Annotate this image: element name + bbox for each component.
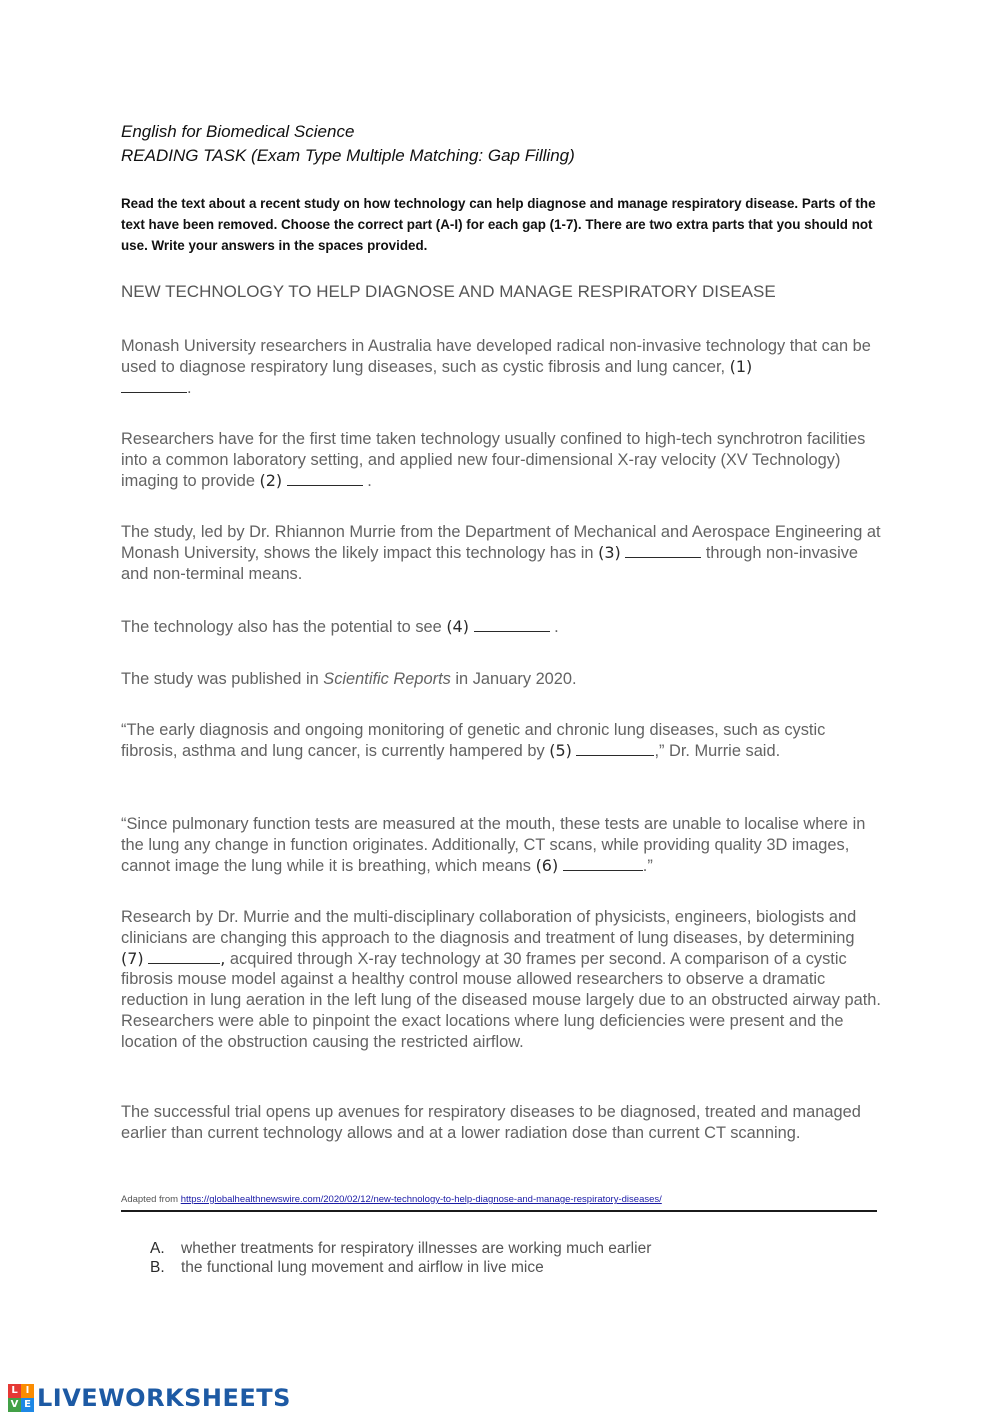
gap-7-comma: , bbox=[220, 948, 226, 968]
gap-2-label: (2) bbox=[259, 470, 283, 490]
option-letter: B. bbox=[150, 1259, 165, 1276]
gap-1-label: (1) bbox=[729, 356, 753, 376]
liveworksheets-logo[interactable] bbox=[8, 1378, 291, 1418]
gap-6-blank[interactable] bbox=[563, 856, 643, 871]
option-text: whether treatments for respiratory illnesses are working much earlier bbox=[181, 1240, 652, 1257]
paragraph-text: Researchers have for the first time taken technology usually confined to high-tech synchrotron facilities into a common laboratory setting, and applied new four-dimensional X-ray velocity (XV Technology) imaging to provide bbox=[121, 430, 866, 490]
article-title: NEW TECHNOLOGY TO HELP DIAGNOSE AND MANAGE RESPIRATORY DISEASE bbox=[121, 282, 776, 301]
paragraph-text: Research by Dr. Murrie and the multi-disciplinary collaboration of physicists, engineers, biologists and clinicians are changing this approach to the diagnosis and treatment of lung diseases, by determining bbox=[121, 908, 857, 947]
gap-5-after: ,” Dr. Murrie said. bbox=[654, 741, 781, 760]
document-header bbox=[121, 120, 821, 168]
paragraph-3 bbox=[121, 522, 881, 584]
logo-mark-v: V bbox=[8, 1398, 21, 1412]
paragraph-8 bbox=[121, 907, 881, 1053]
logo-text: LIVEWORKSHEETS bbox=[37, 1384, 291, 1412]
option-b bbox=[150, 1258, 544, 1277]
gap-2-blank[interactable] bbox=[287, 471, 363, 486]
paragraph-text: The study, led by Dr. Rhiannon Murrie from the Department of Mechanical and Aerospace Engineering at Monash University, shows the likely impact this technology has in bbox=[121, 523, 881, 562]
paragraph-text-end: in January 2020. bbox=[455, 670, 577, 688]
source-prefix: Adapted from bbox=[121, 1194, 179, 1205]
paragraph-text: “The early diagnosis and ongoing monitoring of genetic and chronic lung diseases, such as cystic fibrosis, asthma and lung cancer, is currently hampered by bbox=[121, 721, 826, 760]
paragraph-5 bbox=[121, 669, 881, 690]
gap-7-blank[interactable] bbox=[148, 949, 220, 964]
source-citation bbox=[121, 1194, 881, 1205]
gap-6-after: .” bbox=[642, 856, 653, 875]
gap-7-after: acquired through X-ray technology at 30 frames per second. A comparison of a cystic fibrosis mouse model against a healthy control mouse allowed researchers to observe a dramatic reduction in lung aeration in the left lung of the diseased mouse largely due to an obstructed airway path. Researchers were able to pinpoint the exact locations where lung deficiencies were present and the location of the obstruction causing the restricted airflow. bbox=[121, 949, 881, 1051]
gap-5-label: (5) bbox=[549, 740, 572, 760]
gap-4-label: (4) bbox=[446, 617, 469, 636]
gap-3-after: through non-invasive and non-terminal means. bbox=[121, 543, 859, 583]
paragraph-text: The technology also has the potential to see bbox=[121, 618, 442, 636]
paragraph-6 bbox=[121, 720, 881, 762]
gap-1-after: . bbox=[187, 378, 192, 397]
course-title: English for Biomedical Science bbox=[121, 122, 355, 141]
divider bbox=[121, 1210, 877, 1212]
option-text: the functional lung movement and airflow in live mice bbox=[181, 1259, 544, 1276]
journal-name: Scientific Reports bbox=[323, 670, 451, 688]
paragraph-text: The study was published in bbox=[121, 670, 319, 688]
option-letter: A. bbox=[150, 1240, 165, 1257]
paragraph-text: The successful trial opens up avenues for respiratory diseases to be diagnosed, treated and managed earlier than current technology allows and at a lower radiation dose than current CT scanning. bbox=[121, 1103, 861, 1142]
gap-2-after: . bbox=[367, 471, 372, 490]
paragraph-text: Monash University researchers in Australia have developed radical non-invasive technology that can be used to diagnose respiratory lung diseases, such as cystic fibrosis and lung cancer, bbox=[121, 337, 871, 376]
logo-mark-e: E bbox=[21, 1398, 34, 1412]
paragraph-text: “Since pulmonary function tests are measured at the mouth, these tests are unable to localise where in the lung any change in function originates. Additionally, CT scans, while providing quality 3D images, cannot image the lung while it is breathing, which means bbox=[121, 815, 866, 875]
paragraph-4 bbox=[121, 617, 881, 638]
source-link[interactable]: https://globalhealthnewswire.com/2020/02/12/new-technology-to-help-diagnose-and-manage-respiratory-diseases/ bbox=[180, 1194, 662, 1205]
gap-1-blank[interactable] bbox=[121, 378, 187, 393]
paragraph-1 bbox=[121, 336, 881, 398]
logo-mark-icon bbox=[8, 1384, 34, 1412]
gap-3-label: (3) bbox=[598, 542, 621, 562]
logo-mark-l: L bbox=[8, 1384, 21, 1398]
task-title: READING TASK (Exam Type Multiple Matching: Gap Filling) bbox=[121, 146, 575, 165]
gap-6-label: (6) bbox=[535, 855, 559, 875]
gap-5-blank[interactable] bbox=[576, 741, 654, 756]
paragraph-2 bbox=[121, 429, 881, 491]
paragraph-7 bbox=[121, 814, 881, 876]
paragraph-9 bbox=[121, 1102, 881, 1144]
gap-7-label: (7) bbox=[121, 948, 144, 968]
instructions: Read the text about a recent study on how technology can help diagnose and manage respiratory disease. Parts of the text have been removed. Choose the correct part (A-I) for each gap (1-7). There are two extra parts that you should not use. Write your answers in the spaces provided. bbox=[121, 196, 876, 253]
option-a bbox=[150, 1239, 651, 1258]
logo-mark-i: I bbox=[21, 1384, 34, 1398]
gap-4-after: . bbox=[554, 618, 559, 636]
gap-3-blank[interactable] bbox=[625, 543, 701, 558]
gap-4-blank[interactable] bbox=[474, 617, 550, 632]
